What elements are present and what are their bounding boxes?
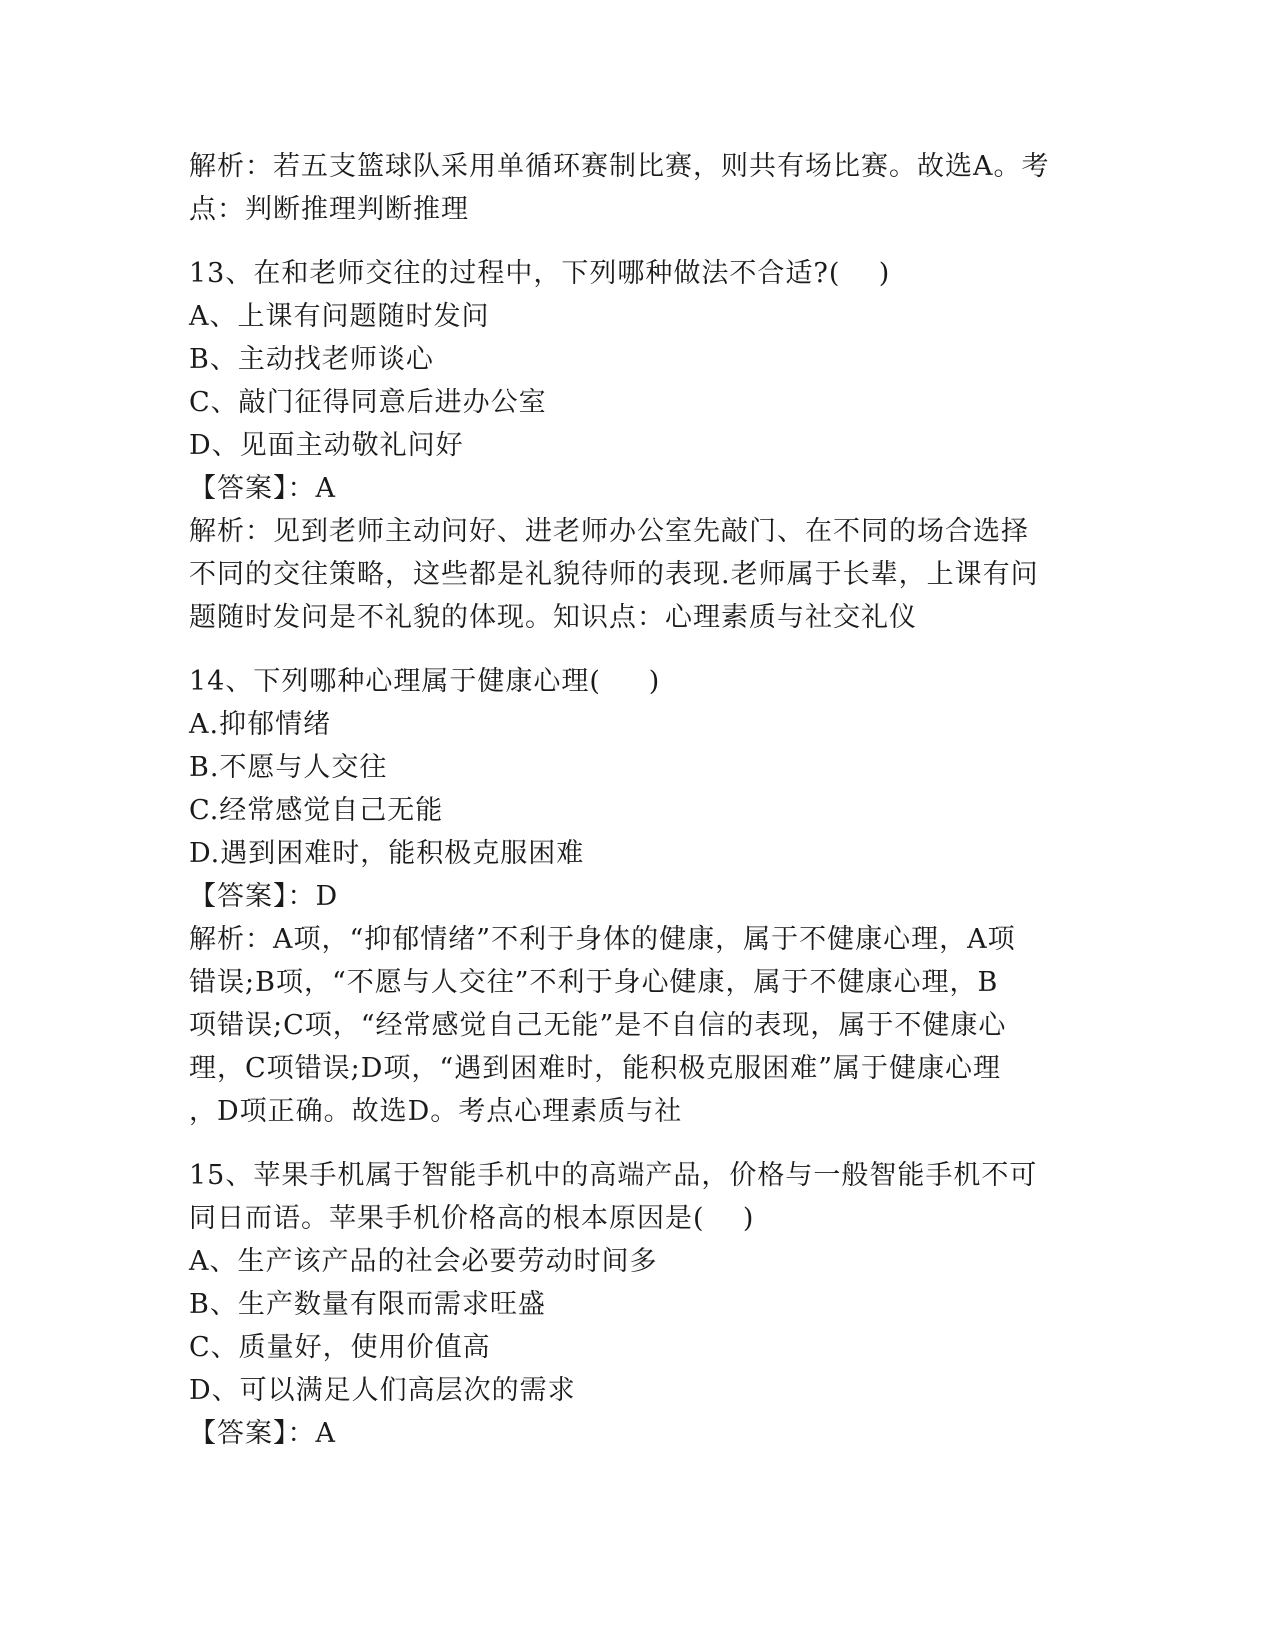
option-c: C、质量好，使用价值高 xyxy=(189,1332,491,1363)
option-a: A、上课有问题随时发问 xyxy=(189,301,490,332)
option-a: A.抑郁情绪 xyxy=(189,709,332,740)
option-d: D.遇到困难时，能积极克服困难 xyxy=(189,838,585,869)
analysis-line: 不同的交往策略，这些都是礼貌待师的表现.老师属于长辈，上课有问 xyxy=(189,559,1039,590)
question-stem: 同日而语。苹果手机价格高的根本原因是( ) xyxy=(189,1203,755,1234)
analysis-line: ，D项正确。故选D。考点心理素质与社 xyxy=(189,1096,683,1127)
intro-analysis xyxy=(189,145,1089,231)
answer-label: 【答案】：A xyxy=(189,1418,336,1449)
question-stem: 14、下列哪种心理属于健康心理( ) xyxy=(189,666,661,697)
question-stem: 13、在和老师交往的过程中，下列哪种做法不合适?( ) xyxy=(189,258,891,289)
option-b: B、生产数量有限而需求旺盛 xyxy=(189,1289,546,1320)
option-b: B、主动找老师谈心 xyxy=(189,344,434,375)
question-15 xyxy=(189,1154,1089,1455)
analysis-line: 解析：A项，“抑郁情绪”不利于身体的健康，属于不健康心理，A项 xyxy=(189,924,1016,955)
option-d: D、见面主动敬礼问好 xyxy=(189,430,464,461)
answer-label: 【答案】：A xyxy=(189,473,336,504)
analysis-line: 错误;B项，“不愿与人交往”不利于身心健康，属于不健康心理，B xyxy=(189,967,999,998)
analysis-line: 题随时发问是不礼貌的体现。知识点：心理素质与社交礼仪 xyxy=(189,602,917,633)
analysis-line: 项错误;C项，“经常感觉自己无能”是不自信的表现，属于不健康心 xyxy=(189,1010,1007,1041)
question-14 xyxy=(189,660,1089,1133)
document-page xyxy=(189,145,1089,1455)
question-13 xyxy=(189,252,1089,639)
analysis-line: 理，C项错误;D项，“遇到困难时，能积极克服困难”属于健康心理 xyxy=(189,1053,1002,1084)
analysis-line: 点：判断推理判断推理 xyxy=(189,194,469,225)
option-c: C.经常感觉自己无能 xyxy=(189,795,444,826)
analysis-line: 解析：见到老师主动问好、进老师办公室先敲门、在不同的场合选择 xyxy=(189,516,1029,547)
option-a: A、生产该产品的社会必要劳动时间多 xyxy=(189,1246,658,1277)
answer-label: 【答案】：D xyxy=(189,881,339,912)
option-d: D、可以满足人们高层次的需求 xyxy=(189,1375,576,1406)
option-c: C、敲门征得同意后进办公室 xyxy=(189,387,547,418)
analysis-line: 解析：若五支篮球队采用单循环赛制比赛，则共有场比赛。故选A。考 xyxy=(189,151,1050,182)
option-b: B.不愿与人交往 xyxy=(189,752,388,783)
question-stem: 15、苹果手机属于智能手机中的高端产品，价格与一般智能手机不可 xyxy=(189,1160,1038,1191)
